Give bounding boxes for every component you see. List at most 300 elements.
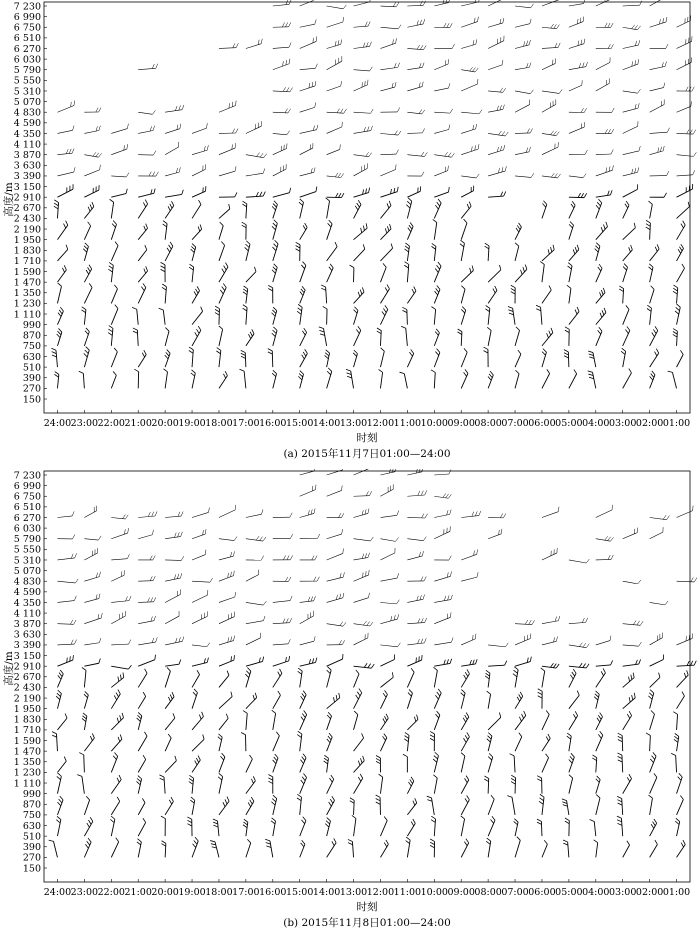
wind-barb [515, 692, 523, 709]
wind-barb [245, 241, 250, 261]
wind-barb [273, 109, 291, 113]
x-tick-label: 09:00 [447, 418, 475, 429]
wind-barb [219, 505, 236, 518]
wind-barb [461, 39, 477, 48]
wind-barb [407, 537, 426, 541]
wind-barb [542, 99, 556, 112]
wind-barb [542, 369, 550, 388]
wind-barb [111, 775, 121, 794]
wind-barb [401, 326, 407, 346]
wind-barb [111, 221, 116, 240]
y-tick-label: 3 150 [13, 650, 41, 662]
wind-barb [354, 200, 361, 218]
wind-barb [219, 129, 238, 134]
wind-barb [327, 17, 344, 27]
wind-barb [407, 595, 424, 603]
wind-barb [407, 655, 422, 666]
wind-barb [430, 839, 434, 857]
wind-barb [57, 126, 74, 134]
x-tick-label: 05:00 [555, 887, 583, 898]
wind-barb [57, 757, 66, 773]
wind-barb [354, 509, 369, 518]
wind-barb [219, 222, 223, 240]
wind-barb [219, 655, 235, 666]
wind-barb [407, 110, 424, 114]
wind-barb [159, 775, 165, 794]
y-tick-label: 4 830 [13, 576, 41, 588]
x-tick-label: 07:00 [501, 418, 529, 429]
x-tick-label: 17:00 [232, 887, 260, 898]
wind-barb [434, 711, 440, 730]
y-tick-label: 6 270 [13, 512, 41, 524]
wind-barb [192, 286, 200, 303]
wind-barb [461, 144, 479, 155]
wind-barb [461, 124, 476, 133]
wind-barb [84, 347, 90, 368]
wind-barb [300, 577, 320, 581]
wind-barb [596, 713, 603, 730]
wind-barb [596, 108, 614, 112]
wind-barb [273, 618, 292, 624]
wind-barb [138, 755, 145, 772]
wind-barb [323, 306, 327, 324]
y-tick-label: 1 350 [13, 757, 41, 769]
wind-barb [327, 712, 332, 730]
wind-barb [596, 776, 600, 794]
wind-barb [84, 283, 92, 303]
wind-barb [380, 187, 398, 197]
wind-barb [300, 754, 306, 773]
wind-barb [596, 23, 613, 27]
wind-barb [241, 732, 246, 751]
wind-barb [354, 0, 371, 6]
wind-barb [427, 796, 435, 815]
wind-barb [677, 87, 695, 91]
wind-barb [327, 173, 344, 178]
wind-barb [300, 167, 315, 175]
wind-barb [536, 305, 542, 324]
wind-barb [407, 490, 426, 496]
wind-barb [57, 773, 62, 794]
wind-barb [650, 62, 667, 70]
wind-barb [246, 693, 257, 709]
wind-barb [219, 592, 236, 602]
wind-barb [461, 839, 468, 858]
wind-barb [192, 224, 202, 239]
wind-barb [192, 529, 206, 539]
plot-frame [44, 471, 690, 882]
wind-barb [407, 1, 425, 6]
wind-barb [241, 350, 246, 367]
wind-barb [273, 164, 286, 176]
wind-barb [621, 348, 625, 367]
wind-barb [273, 144, 287, 155]
wind-barb [434, 469, 451, 475]
wind-barb [219, 797, 229, 815]
wind-barb [191, 244, 196, 261]
wind-barb [488, 661, 507, 666]
y-tick-label: 150 [22, 863, 41, 875]
wind-barb [596, 0, 612, 6]
x-tick-label: 14:00 [312, 418, 341, 429]
wind-barb [350, 265, 354, 282]
wind-barb [325, 350, 330, 367]
x-tick-label: 04:00 [582, 887, 610, 898]
x-tick-label: 19:00 [178, 887, 206, 898]
wind-barb [461, 776, 469, 794]
wind-barb [57, 283, 61, 304]
wind-barb [327, 733, 333, 751]
wind-barb [434, 526, 450, 538]
y-tick-label: 4 590 [13, 587, 41, 599]
wind-barb [300, 286, 305, 303]
y-tick-label: 5 790 [13, 65, 41, 77]
y-tick-label: 3 150 [13, 181, 41, 193]
wind-barb [569, 753, 575, 772]
wind-barb [650, 0, 663, 6]
wind-barb [569, 618, 588, 624]
wind-barb [596, 660, 613, 666]
wind-barb [246, 39, 262, 49]
y-tick-label: 630 [22, 351, 41, 363]
y-tick-label: 3 630 [13, 629, 41, 641]
wind-barb [542, 24, 559, 29]
wind-barb [327, 264, 334, 282]
wind-barb [434, 152, 454, 157]
wind-barb [138, 556, 155, 560]
y-tick-label: 2 430 [13, 213, 41, 225]
wind-barb [461, 186, 473, 198]
wind-barb [677, 692, 685, 709]
wind-barb [354, 537, 374, 541]
wind-barb [111, 242, 118, 261]
y-tick-label: 6 510 [13, 502, 41, 514]
wind-barb [407, 551, 423, 560]
x-tick-label: 18:00 [205, 418, 233, 429]
x-axis-label: 时刻 [356, 901, 378, 913]
y-tick-label: 6 510 [13, 33, 41, 45]
wind-barb [617, 753, 622, 772]
wind-barb [219, 326, 223, 346]
wind-barb [57, 245, 67, 261]
wind-barb [569, 711, 578, 730]
wind-barb [192, 611, 208, 623]
wind-barb [569, 245, 579, 261]
wind-barb [219, 714, 228, 730]
wind-barb [511, 285, 515, 303]
wind-barb [300, 143, 313, 155]
wind-barb [190, 797, 194, 815]
wind-barb [327, 40, 342, 49]
wind-barb [273, 513, 292, 518]
wind-barb [623, 223, 636, 240]
y-tick-label: 1 830 [13, 714, 41, 726]
wind-barb [488, 816, 495, 836]
wind-barb [327, 485, 343, 496]
y-tick-label: 1 710 [13, 256, 41, 268]
wind-barb [623, 774, 632, 793]
wind-barb [272, 201, 277, 219]
wind-barb [650, 171, 669, 176]
wind-barb [569, 307, 579, 325]
wind-barb [434, 199, 441, 218]
wind-barb [51, 348, 57, 367]
wind-barb [111, 752, 117, 772]
wind-barb [84, 638, 101, 645]
wind-barb [564, 350, 569, 367]
wind-barb [300, 187, 317, 198]
wind-barb [273, 639, 291, 645]
wind-barb [623, 184, 638, 197]
wind-barb [273, 669, 282, 688]
wind-barb [354, 670, 359, 687]
wind-barb [137, 839, 141, 858]
y-tick-label: 3 630 [13, 160, 41, 172]
wind-barb [192, 123, 207, 133]
x-tick-label: 24:00 [43, 887, 72, 898]
wind-barb [327, 654, 343, 666]
wind-barb [192, 145, 208, 154]
wind-barb [542, 0, 559, 6]
wind-barb [380, 714, 388, 730]
y-tick-label: 6 750 [13, 22, 41, 34]
y-tick-label: 2 910 [13, 192, 41, 204]
wind-barb [246, 121, 262, 133]
wind-barb [542, 507, 559, 518]
wind-barb [165, 713, 175, 730]
y-tick-label: 2 910 [13, 661, 41, 673]
wind-barb [57, 670, 63, 687]
wind-barb [461, 110, 482, 114]
wind-barb [189, 264, 193, 282]
wind-barb [219, 537, 237, 541]
x-tick-label: 03:00 [609, 887, 637, 898]
wind-barb [380, 816, 387, 836]
wind-barb [671, 753, 676, 772]
wind-barb [354, 287, 364, 303]
wind-barb [108, 326, 113, 346]
wind-barb [569, 775, 573, 794]
wind-barb [488, 713, 501, 730]
wind-barb [49, 840, 58, 857]
wind-barb [650, 44, 668, 48]
wind-barb [272, 327, 277, 346]
x-tick-label: 23:00 [70, 418, 99, 429]
wind-barb [623, 167, 639, 176]
y-tick-label: 390 [22, 373, 41, 385]
wind-barb [163, 369, 167, 389]
wind-barb [596, 264, 602, 282]
wind-barb [300, 262, 306, 283]
wind-barb [569, 370, 577, 389]
wind-barb [111, 554, 129, 560]
wind-barb [461, 753, 465, 773]
wind-barb [434, 286, 440, 304]
wind-barb [542, 840, 547, 857]
wind-barb [461, 659, 477, 666]
wind-barb [431, 243, 435, 260]
wind-barb [677, 773, 683, 793]
wind-barb [297, 304, 302, 324]
wind-barb [84, 265, 91, 282]
wind-barb [596, 555, 614, 560]
wind-barb [79, 371, 85, 388]
wind-barb [461, 690, 465, 709]
wind-barb [542, 754, 549, 773]
wind-barb [273, 577, 291, 581]
y-tick-label: 990 [22, 788, 41, 800]
wind-barb [84, 328, 89, 346]
wind-barb [569, 559, 589, 563]
wind-barb [161, 816, 165, 836]
wind-barb [407, 349, 413, 367]
wind-barb [675, 304, 680, 325]
wind-barb [111, 124, 128, 134]
wind-barb [354, 80, 368, 91]
wind-barb [327, 109, 347, 114]
wind-barb [273, 43, 291, 49]
wind-barb [327, 572, 345, 581]
wind-barb [111, 673, 123, 688]
wind-barb [138, 224, 147, 240]
wind-barb [380, 690, 387, 708]
wind-barb [515, 370, 519, 388]
wind-barb [187, 817, 192, 836]
wind-barb [646, 220, 651, 239]
wind-barb [138, 266, 147, 282]
wind-barb [677, 130, 696, 135]
wind-barb [596, 288, 605, 303]
wind-barb [111, 189, 127, 197]
wind-barb [165, 692, 174, 709]
wind-barb [403, 754, 407, 772]
wind-barb [354, 244, 365, 261]
x-tick-label: 10:00 [420, 887, 448, 898]
y-tick-label: 270 [22, 852, 41, 864]
wind-barb [165, 611, 179, 624]
wind-barb [138, 172, 158, 176]
wind-barb [219, 192, 237, 197]
wind-barb [407, 689, 412, 708]
wind-barb [272, 220, 277, 240]
wind-barb [488, 371, 493, 388]
wind-barb [461, 219, 467, 239]
y-tick-label: 3 870 [13, 619, 41, 631]
x-tick-label: 09:00 [447, 887, 475, 898]
x-tick-label: 06:00 [528, 887, 556, 898]
wind-barb [380, 263, 386, 282]
wind-barb [246, 329, 254, 346]
wind-barb [219, 166, 236, 176]
wind-barb [434, 59, 448, 70]
wind-barb [57, 265, 66, 282]
wind-barb [138, 110, 155, 114]
wind-barb [488, 265, 501, 282]
wind-barb [515, 265, 527, 283]
wind-barb [273, 732, 280, 751]
wind-barb [434, 23, 452, 27]
x-tick-label: 08:00 [474, 418, 502, 429]
wind-barb [165, 667, 170, 687]
wind-barb [246, 601, 266, 605]
wind-barb [246, 168, 265, 175]
x-tick-label: 07:00 [501, 887, 529, 898]
y-tick-label: 5 070 [13, 96, 41, 108]
wind-barb [354, 774, 363, 794]
wind-barb [111, 611, 125, 624]
wind-barb [300, 125, 318, 134]
y-tick-label: 5 790 [13, 534, 41, 546]
wind-barb [219, 671, 229, 688]
wind-barb [596, 150, 613, 155]
wind-barb [407, 172, 424, 176]
wind-barb [380, 840, 388, 857]
wind-barb [515, 634, 531, 645]
wind-barb [648, 201, 652, 218]
wind-barb [192, 508, 209, 518]
wind-barb [380, 165, 396, 176]
wind-barb [327, 796, 335, 815]
wind-barb [380, 573, 398, 581]
wind-barb [327, 693, 340, 709]
wind-barb [246, 570, 259, 582]
wind-barb [111, 838, 118, 858]
wind-barb [219, 612, 235, 624]
wind-barb [354, 491, 372, 496]
wind-barb [542, 663, 559, 668]
wind-barb [84, 108, 101, 113]
x-tick-label: 02:00 [635, 887, 664, 898]
wind-barb [165, 659, 181, 666]
wind-barb [569, 62, 588, 70]
wind-barb [380, 201, 391, 219]
wind-barb [273, 754, 278, 772]
wind-barb [407, 798, 416, 815]
wind-barb [515, 63, 531, 70]
wind-barb [111, 596, 131, 602]
wind-barb [461, 286, 465, 304]
wind-barb [623, 201, 629, 218]
wind-barb [431, 307, 435, 325]
wind-barb [380, 38, 396, 48]
wind-barb [192, 186, 206, 197]
wind-barb [569, 17, 584, 28]
wind-barb [218, 773, 223, 793]
wind-barb [376, 756, 380, 773]
wind-barb [623, 580, 641, 584]
wind-barb [246, 839, 251, 857]
wind-barb [327, 56, 342, 70]
wind-barb [354, 163, 368, 176]
wind-barb [379, 774, 383, 794]
wind-barb [192, 326, 201, 346]
wind-barb [300, 534, 320, 539]
wind-barb [407, 819, 415, 836]
wind-barb [515, 100, 530, 113]
wind-barb [346, 369, 354, 388]
wind-barb [623, 25, 641, 30]
wind-barb [165, 350, 170, 368]
wind-barb [299, 199, 303, 219]
wind-barb [243, 711, 247, 730]
wind-barb [380, 285, 389, 304]
wind-barb [515, 90, 533, 94]
wind-barb [515, 128, 532, 133]
wind-barb [590, 820, 596, 837]
wind-barb [380, 82, 396, 91]
wind-barb [111, 735, 122, 752]
wind-barb [542, 173, 561, 178]
